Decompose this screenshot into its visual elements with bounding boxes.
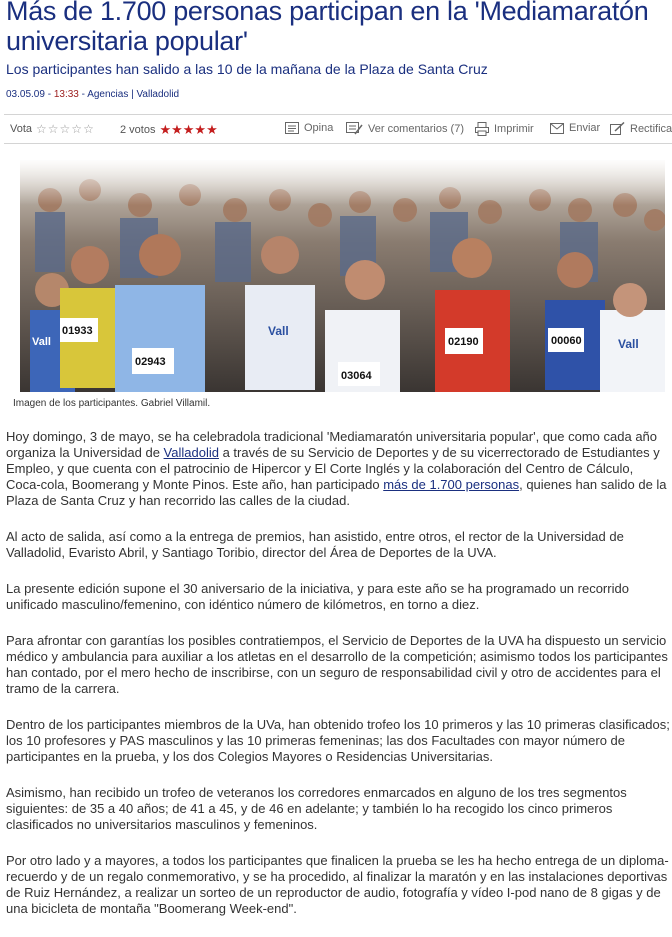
comments-button[interactable] xyxy=(346,122,464,135)
article-date: 03.05.09 xyxy=(6,89,45,100)
bib-number: Vall xyxy=(268,324,289,338)
bib-number: Vall xyxy=(618,337,639,351)
article-meta xyxy=(6,89,179,100)
article-time: 13:33 xyxy=(53,89,79,100)
votes-count: 2 votos xyxy=(120,124,156,136)
comments-icon xyxy=(346,122,363,135)
rating-widget xyxy=(120,122,218,138)
rectify-label: Rectifica xyxy=(630,122,672,135)
article-body xyxy=(6,429,670,937)
runners-photo xyxy=(20,160,665,392)
link-participantes[interactable]: más de 1.700 personas xyxy=(383,477,520,492)
article-location: Valladolid xyxy=(136,89,180,100)
envelope-icon xyxy=(550,123,564,134)
bib-number: 02943 xyxy=(135,356,166,368)
article-toolbar xyxy=(4,114,672,144)
vote-stars[interactable]: ☆☆☆☆☆ xyxy=(36,122,95,136)
opina-button[interactable] xyxy=(285,122,333,134)
rectify-button[interactable] xyxy=(610,122,672,135)
print-label: Imprimir xyxy=(494,123,534,135)
photo-caption: Imagen de los participantes. Gabriel Villamil. xyxy=(13,398,211,409)
article-photo xyxy=(20,160,665,392)
bib-number: Vall xyxy=(32,336,51,348)
paragraph: Hoy domingo, 3 de mayo, se ha celebradola tradicional 'Mediamaratón universitaria popular', que como cada año organiza la Universidad de Valladolid a través de su Servicio de Deportes y de su vicerrectorado de Estudiantes y Empleo, y que cuenta con el patrocinio de Hipercor y El Corte Inglés y la colaboración del Centro de Cálculo, Coca-cola, Boomerang y Monte Pinos. Este año, han participado más de 1.700 personas, quienes han salido de la Plaza de Santa Cruz y han recorrido las calles de la ciudad. xyxy=(6,429,667,508)
vote-widget xyxy=(10,122,95,136)
bib-number: 02190 xyxy=(448,336,479,348)
meta-separator: | xyxy=(128,89,137,100)
bib-number: 01933 xyxy=(62,325,93,337)
paragraph: Asimismo, han recibido un trofeo de veteranos los corredores enmarcados en alguno de los tres segmentos siguientes: de 35 a 40 años; de 41 a 45, y de 46 en adelante; y también lo ha recogido los cinco primeros clasificados no universitarios masculinos y femeninos. xyxy=(6,785,627,832)
link-valladolid[interactable]: Valladolid xyxy=(163,445,219,460)
bib-number: 03064 xyxy=(341,370,372,382)
vote-label: Vota xyxy=(10,123,33,135)
paragraph: Para afrontar con garantías los posibles contratiempos, el Servicio de Deportes de la UVA ha dispuesto un servicio médico y ambulancia para auxiliar a los atletas en el desarrollo de la competición; asimismo todos los participantes han contado, por el mero hecho de inscribirse, con un seguro de responsabilidad civil y otro de accidentes para el tramo de la carrera. xyxy=(6,633,668,696)
paragraph: La presente edición supone el 30 aniversario de la iniciativa, y para este año se ha programado un recorrido unificado masculino/femenino, con idéntico número de kilómetros, en torno a diez. xyxy=(6,581,629,612)
paragraph: Dentro de los participantes miembros de la UVa, han obtenido trofeo los 10 primeros y las 10 primeras clasificados; los 10 profesores y PAS masculinos y las 10 primeras femeninas; las dos Facultades con mayor número de participantes en la prueba, y los dos Colegios Mayores o Residencias Universitarias. xyxy=(6,717,670,764)
article-subheadline: Los participantes han salido a las 10 de la mañana de la Plaza de Santa Cruz xyxy=(6,61,488,77)
bib-number: 00060 xyxy=(551,335,582,347)
meta-separator: - xyxy=(44,89,54,100)
comments-label: Ver comentarios (7) xyxy=(368,122,464,135)
comment-form-icon xyxy=(285,122,299,134)
article-headline: Más de 1.700 personas participan en la 'Mediamaratón universitaria popular' xyxy=(6,0,649,56)
rating-stars: ★★★★★ xyxy=(159,122,218,137)
paragraph: Al acto de salida, así como a la entrega de premios, han asistido, entre otros, el rector de la Universidad de Valladolid, Evaristo Abril, y Santiago Toribio, director del Área de Deportes de la UVA. xyxy=(6,529,624,560)
article-source: Agencias xyxy=(87,89,129,100)
send-button[interactable] xyxy=(550,122,600,134)
print-icon xyxy=(475,122,489,136)
print-button[interactable] xyxy=(475,122,534,136)
opina-label: Opina xyxy=(304,122,334,134)
edit-icon xyxy=(610,122,625,135)
paragraph: Por otro lado y a mayores, a todos los participantes que finalicen la prueba se les ha hecho entrega de un diploma-recuerdo y de un regalo conmemorativo, y se ha procedido, al finalizar la maratón y en las instalaciones deportivas de Ruiz Hernández, a realizar un sorteo de un reproductor de audio, fotografía y vídeo I-pod nano de 8 gigas y de una bicicleta de montaña "Boomerang Week-end". xyxy=(6,853,669,916)
send-label: Enviar xyxy=(569,122,601,134)
meta-separator: - xyxy=(78,89,88,100)
